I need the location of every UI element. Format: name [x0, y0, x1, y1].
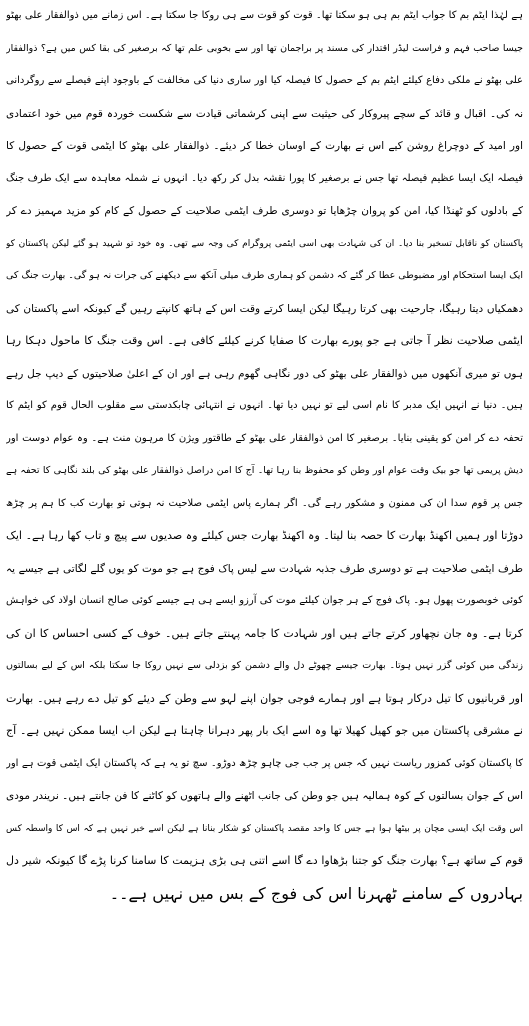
article-line: نے مشرقی پاکستان میں جو کھیل کھیلا تھا وہ اسے ایک بار پھر دہرانا چاہتا ہے لیکن اب ایسا ممکن نہیں ہے۔ آج [6, 724, 523, 737]
article-line: اور امید کے دوچراغ روشن کیے اس نے بھارت کے اوسان خطا کر دیئے۔ ذوالفقار علی بھٹو کا ایٹمی قوت کے حصول کا [6, 140, 523, 152]
article-line: قوم کے ساتھ ہے؟ بھارت جنگ کو جتنا بڑھاوا دے گا اسے اتنی ہی بڑی ہزیمت کا سامنا کرنا پڑے گا کیونکہ شیر دل [6, 854, 523, 867]
article-line: اس کے جوان بسالتوں کے کوہ ہمالیہ ہیں جو وطن کی جانب اٹھنے والے ہاتھوں کو کاٹنے کا فن جانتے ہیں۔ نریندر مودی [6, 790, 523, 802]
article-line: ہوں تو میری آنکھوں میں ذوالفقار علی بھٹو کی دور نگاہی گھوم رہی ہے اور ان کے اعلیٰ صلاحیتوں کے دیپ جل رہے [6, 367, 523, 380]
article-line: ایک ایسا استحکام اور مضبوطی عطا کر گئے کہ دشمن کو ہماری طرف میلی آنکھ سے دیکھنے کی جرات نہ ہو گی۔ بھارت جنگ کی [6, 270, 523, 281]
article-line: نہ کی۔ اقبال و قائد کے سچے پیروکار کی حیثیت سے اپنی کرشماتی قیادت سے شکست خوردہ قوم میں خود اعتمادی [6, 107, 523, 120]
article-line: تحفہ دے کر امن کو یقینی بنایا۔ برصغیر کا امن ذوالفقار علی بھٹو کے طاقتور ویژن کا مرہون منت ہے۔ وہ عوام دوست اور [6, 432, 523, 444]
article-line: کا پاکستان کوئی کمزور ریاست نہیں کہ جس پر جب جی چاہو چڑھ دوڑو۔ سچ تو یہ ہے کہ پاکستان ایک ایٹمی قوت ہے اور [6, 757, 523, 769]
article-line: دیش پریمی تھا جو بیک وقت عوام اور وطن کو محفوظ بنا رہا تھا۔ آج کا امن دراصل ذوالفقار علی بھٹو کی بلند نگاہی کا تحفہ ہے [6, 465, 523, 476]
article-line: دوڑتا اور ہمیں اکھنڈ بھارت کا حصہ بنا لیتا۔ وہ اکھنڈ بھارت جس کیلئے وہ صدیوں سے پیچ و تاب کھا رہا ہے۔ ایک [6, 529, 523, 542]
article-line: کرتا ہے۔ وہ جان نچھاور کرتے جاتے ہیں اور شہادت کا جامہ پہنتے جاتے ہیں۔ خوف کے کسی احساس کا ان کی [6, 626, 523, 640]
article-line: کوئی خوبصورت پھول ہو۔ پاک فوج کے ہر جوان کیلئے موت کی آرزو ایسے ہی ہے جیسے کوئی صالح انسان اولاد کی خواہش [6, 595, 523, 606]
article-line: جیسا صاحب فہم و فراست لیڈر اقتدار کی مسند پر براجمان تھا اور سے بخوبی علم تھا کہ برصغیر کی بقا کس میں ہے؟ ذوالفقار [6, 42, 523, 54]
article-line: کے بادلوں کو ٹھنڈا کیا، امن کو پروان چڑھایا تو دوسری طرف ایٹمی صلاحیت کے حصول کے کام کو مزید مہمیز دے کر [6, 205, 523, 217]
article-line: علی بھٹو نے ملکی دفاع کیلئے ایٹم بم کے حصول کا فیصلہ کیا اور ساری دنیا کی مخالفت کے باوجود اپنے فیصلے سے روگردانی [6, 75, 523, 86]
article-line-last: بہادروں کے سامنے ٹھہرنا اس کی فوج کے بس میں نہیں ہے۔۔ [109, 883, 523, 903]
article-line: اس وقت ایک ایسی مچان پر بیٹھا ہوا ہے جس کا واحد مقصد پاکستان کو شکار بنانا ہے لیکن اسے خبر نہیں ہے کہ اس کا واسطہ کس [6, 823, 523, 834]
article-line: ہیں۔ دنیا نے انہیں ایک مدبر کا نام اسی لیے تو نہیں دیا تھا۔ انہوں نے انتہائی چابکدستی سے مقلوب الحال قوم کو ایٹم کا [6, 400, 523, 411]
article-line: فیصلہ ایک ایسا عظیم فیصلہ تھا جس نے برصغیر کا پورا نقشہ بدل کر رکھ دیا۔ انہوں نے شملہ معاہدہ سے ایک طرف جنگ [6, 172, 523, 184]
article-line: دھمکیاں دیتا رہیگا، جارحیت بھی کرتا رہیگا لیکن ایسا کرتے وقت اس کے ہاتھ کانپتے رہیں گے کیونکہ اسے پاکستان کی [6, 302, 523, 315]
article-line: پاکستان کو ناقابل تسخیر بنا دیا۔ ان کی شہادت بھی اسی ایٹمی پروگرام کی وجہ سے تھی۔ وہ خود تو شہید ہو گئے لیکن پاکستان کو [6, 238, 523, 249]
article-line: طرف ایٹمی صلاحیت ہے تو دوسری طرف جذبہ شہادت سے لیس پاک فوج ہے جو موت کو یوں گلے لگاتی ہے جیسے یہ [6, 562, 523, 575]
article-line: ہے لہٰذا ایٹم بم کا جواب ایٹم بم ہی ہو سکتا تھا۔ قوت کو قوت سے ہی روکا جا سکتا ہے۔ اس زمانے میں ذوالفقار علی بھٹو [6, 10, 523, 21]
article-line: اور قربانیوں کا تیل درکار ہوتا ہے اور ہمارے فوجی جوان اپنے لہو سے وطن کے دیئے کو تیل دے رہے ہیں۔ بھارت [6, 691, 523, 705]
article-line: ایٹمی صلاحیت نظر آ جاتی ہے جو پورے بھارت کا صفایا کرنے کیلئے کافی ہے۔ اس وقت جنگ کا ماحول دہکا رہا [6, 334, 523, 347]
article-line: زندگی میں کوئی گزر نہیں ہوتا۔ بھارت جیسے چھوٹے دل والے دشمن کو بزدلی سے نہیں روکا جا سکتا بلکہ اس کے لیے بسالتوں [6, 660, 523, 671]
article-line: جس پر قوم سدا ان کی ممنون و مشکور رہے گی۔ اگر ہمارے پاس ایٹمی صلاحیت نہ ہوتی تو بھارت کب کا ہم پر چڑھ [6, 497, 523, 509]
